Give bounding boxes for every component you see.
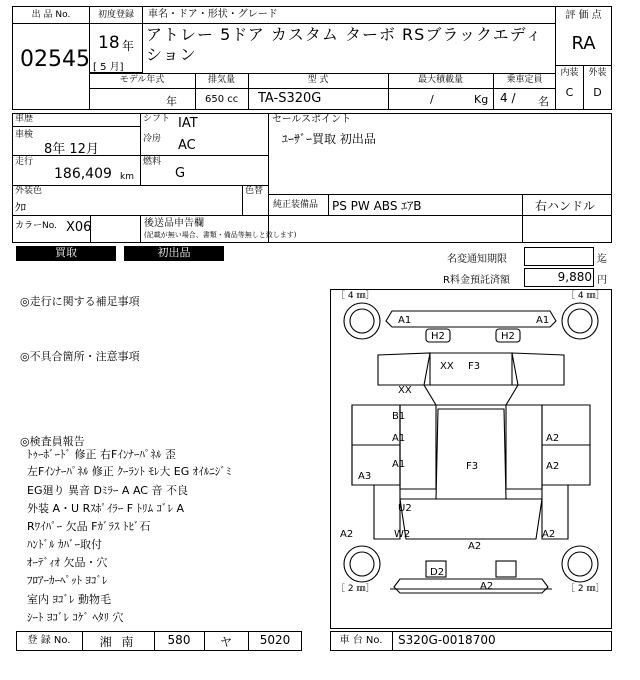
mark-u2: U2	[398, 503, 412, 514]
mark-front-bumper-right: A1	[536, 315, 550, 326]
mark-hood-f3: F3	[468, 361, 481, 372]
sales-point-text: ﾕｰｻﾞｰ買取 初出品	[282, 132, 376, 146]
mileage-value: 186,409	[54, 166, 112, 182]
inspector-line: ﾊﾝﾄﾞﾙ ｶﾊﾞｰ取付	[27, 538, 102, 551]
mark-headlight-left: H2	[431, 331, 445, 342]
capacity-unit: 名	[538, 95, 549, 108]
divider	[12, 185, 268, 186]
wheel-front-right-hub	[568, 309, 592, 333]
interior-label: 内装	[560, 68, 579, 78]
model-year-unit: 年	[166, 95, 177, 108]
meter-change-label: 名変通知期限	[447, 254, 507, 265]
displacement-value: 650 cc	[205, 94, 239, 105]
mark-left-xx: XX	[398, 385, 412, 396]
aftermarket-note: (記載が無い場合、書類・備品等無しと致します)	[144, 231, 297, 239]
divider	[140, 215, 141, 243]
fuel-label: 燃料	[143, 157, 162, 167]
eval-label: 評 価 点	[565, 10, 602, 21]
inspector-line: 外装 A・U Rｽﾎﾟｲﾗｰ F ﾄﾘﾑ ｺﾞﾚ A	[27, 502, 185, 515]
reg-region: 湘 南	[99, 635, 137, 649]
car-name: アトレー 5ドア カスタム ターボ RSブラックエディション	[146, 25, 543, 64]
mark-left-a1-upper: A1	[392, 433, 406, 444]
tire-depth-front-left: ［ 4 ㎜］	[336, 291, 375, 301]
mark-roof-f3: F3	[466, 461, 479, 472]
lot-label: 出 品 No.	[12, 6, 90, 24]
damage-diagram	[330, 289, 612, 629]
history-label: 車歴	[15, 114, 34, 124]
shift-label: シフト	[143, 114, 171, 124]
equipment-label: 純正装備品	[273, 200, 319, 210]
divider	[140, 113, 141, 185]
first-reg-label: 初度登録	[89, 6, 143, 24]
mark-right-a2-upper: A2	[546, 433, 560, 444]
mark-headlight-right: H2	[501, 331, 515, 342]
mark-left-a1-lower: A1	[392, 459, 406, 470]
mark-a3: A3	[358, 471, 372, 482]
divider	[268, 113, 269, 243]
mileage-unit: km	[120, 172, 134, 182]
windshield	[424, 385, 518, 405]
tire-depth-rear-right: ［ 2 ㎜］	[566, 584, 605, 594]
right-pillar	[506, 405, 542, 489]
inspection-label: 車検	[15, 130, 34, 140]
inspector-line: ﾌﾛｱｰｶｰﾍﾟｯﾄ ﾖｺﾞﾚ	[27, 574, 108, 587]
inspector-line: 左Fｲﾝﾅｰﾊﾟﾈﾙ 修正 ｸｰﾗﾝﾄ ﾓﾚ大 EG ｵｲﾙﾆｼﾞﾐ	[27, 465, 232, 478]
lot-number: 02545	[20, 47, 90, 72]
mark-center-a2: A2	[468, 541, 482, 552]
meter-change-box	[524, 247, 594, 266]
roof	[436, 409, 506, 499]
mark-w2: W2	[394, 529, 411, 540]
mark-rear-right-a2: A2	[542, 529, 556, 540]
reg-number: 5020	[259, 633, 291, 647]
inspector-line: 室内 ﾖｺﾞﾚ 動物毛	[27, 593, 111, 606]
diagram-frame	[331, 290, 612, 629]
sales-point-label: セールスポイント	[272, 114, 352, 125]
color-no-value: X06	[66, 220, 92, 235]
mark-b1: B1	[392, 411, 406, 422]
mark-bumper-a2: A2	[480, 581, 494, 592]
model-year-label: モデル年式	[119, 75, 165, 85]
interior-grade: C	[565, 86, 574, 99]
rear-light-right	[496, 561, 516, 577]
eval-score: RA	[571, 33, 596, 54]
divider	[522, 194, 523, 243]
front-bumper	[386, 311, 556, 327]
chassis-value: S320G-0018700	[398, 633, 496, 647]
wheel-rear-right	[562, 546, 598, 582]
chassis-label: 車 台 No.	[339, 635, 383, 646]
ac-label: 冷房	[143, 134, 162, 144]
inspector-line: ﾄｩｰﾎﾞｰﾄﾞ 修正 右Fｲﾝﾅｰﾊﾟﾈﾙ 歪	[27, 448, 176, 461]
equipment-value: PS PW ABS ｴｱB	[332, 199, 422, 213]
color-change-label: 色替	[245, 186, 264, 196]
first-listing-band: 初出品	[124, 246, 224, 261]
divider	[242, 185, 243, 215]
purchase-band: 買取	[16, 246, 116, 261]
exterior-grade: D	[593, 86, 602, 99]
max-load-label: 最大積載量	[417, 75, 463, 85]
wheel-front-left	[344, 303, 380, 339]
first-reg-year-unit: 年	[122, 39, 135, 53]
reg-class: 580	[167, 633, 191, 647]
tire-depth-rear-left: ［ 2 ㎜］	[336, 584, 375, 594]
inspection-value: 8年 12月	[44, 142, 99, 157]
recycle-label: R料金預託済額	[443, 275, 510, 286]
inspector-line: EG廻り 異音 Dﾐﾗｰ A AC 音 不良	[27, 484, 188, 497]
meter-change-unit: 迄	[597, 254, 607, 265]
front-fender-left	[378, 353, 430, 385]
reg-label: 登 録 No.	[27, 635, 71, 646]
inspector-line: ｵｰﾃﾞｨｵ 欠品・穴	[27, 556, 108, 569]
inspector-line: Rﾜｲﾊﾟｰ 欠品 Fｶﾞﾗｽ ﾄﾋﾞ石	[27, 520, 151, 533]
mileage-label: 走行	[15, 157, 34, 167]
reg-kana: ヤ	[219, 635, 232, 649]
shift-value: IAT	[178, 116, 198, 131]
type-label: 型 式	[307, 75, 329, 85]
mark-hood-xx: XX	[440, 361, 454, 372]
max-load-unit: Kg	[474, 93, 489, 106]
left-pillar	[400, 405, 436, 489]
divider	[12, 126, 140, 127]
divider	[392, 631, 393, 651]
inspector-report-label: ◎検査員報告	[20, 435, 85, 448]
exterior-label: 外装	[588, 68, 607, 78]
wheel-rear-right-hub	[568, 552, 592, 576]
tire-depth-front-right: ［ 4 ㎜］	[566, 291, 605, 301]
displacement-label: 排気量	[207, 75, 235, 85]
back-door	[400, 499, 542, 539]
mark-right-a2-lower: A2	[546, 461, 560, 472]
type-value: TA-S320G	[258, 91, 322, 106]
first-reg-month: [ 5 月]	[93, 62, 124, 73]
capacity-label: 乗車定員	[506, 75, 543, 85]
inspector-line: ｼｰﾄ ﾖｺﾞﾚ ｺｹﾞ ﾍﾀﾘ 穴	[27, 611, 124, 624]
recycle-unit: 円	[597, 275, 607, 286]
wheel-front-right	[562, 303, 598, 339]
color-label: 外装色	[15, 186, 43, 196]
mark-rear-left-a2: A2	[340, 529, 354, 540]
wheel-rear-left	[344, 546, 380, 582]
first-reg-year: 18	[98, 33, 120, 53]
divider	[328, 194, 329, 215]
running-notes-label: ◎走行に関する補足事項	[20, 295, 140, 308]
rear-bumper	[394, 579, 548, 593]
wheel-rear-left-hub	[350, 552, 374, 576]
mark-front-bumper-left: A1	[398, 315, 412, 326]
wheel-front-left-hub	[350, 309, 374, 333]
max-load-slash: /	[430, 93, 434, 106]
fuel-value: G	[175, 166, 186, 181]
front-fender-right	[512, 353, 564, 385]
color-no-label: カラーNo.	[15, 221, 57, 231]
steering-value: 右ハンドル	[535, 199, 596, 213]
aftermarket-label: 後送品申告欄	[144, 218, 204, 229]
car-name-label-text: 車名・ドア・形状・グレード	[148, 9, 278, 20]
color-value: ｸﾛ	[15, 201, 26, 214]
recycle-value: 9,880	[557, 270, 592, 284]
ac-value: AC	[178, 138, 196, 153]
capacity-value: 4 /	[500, 91, 516, 105]
defect-notes-label: ◎不具合箇所・注意事項	[20, 350, 140, 363]
divider	[268, 194, 612, 195]
mark-d2: D2	[430, 567, 445, 578]
